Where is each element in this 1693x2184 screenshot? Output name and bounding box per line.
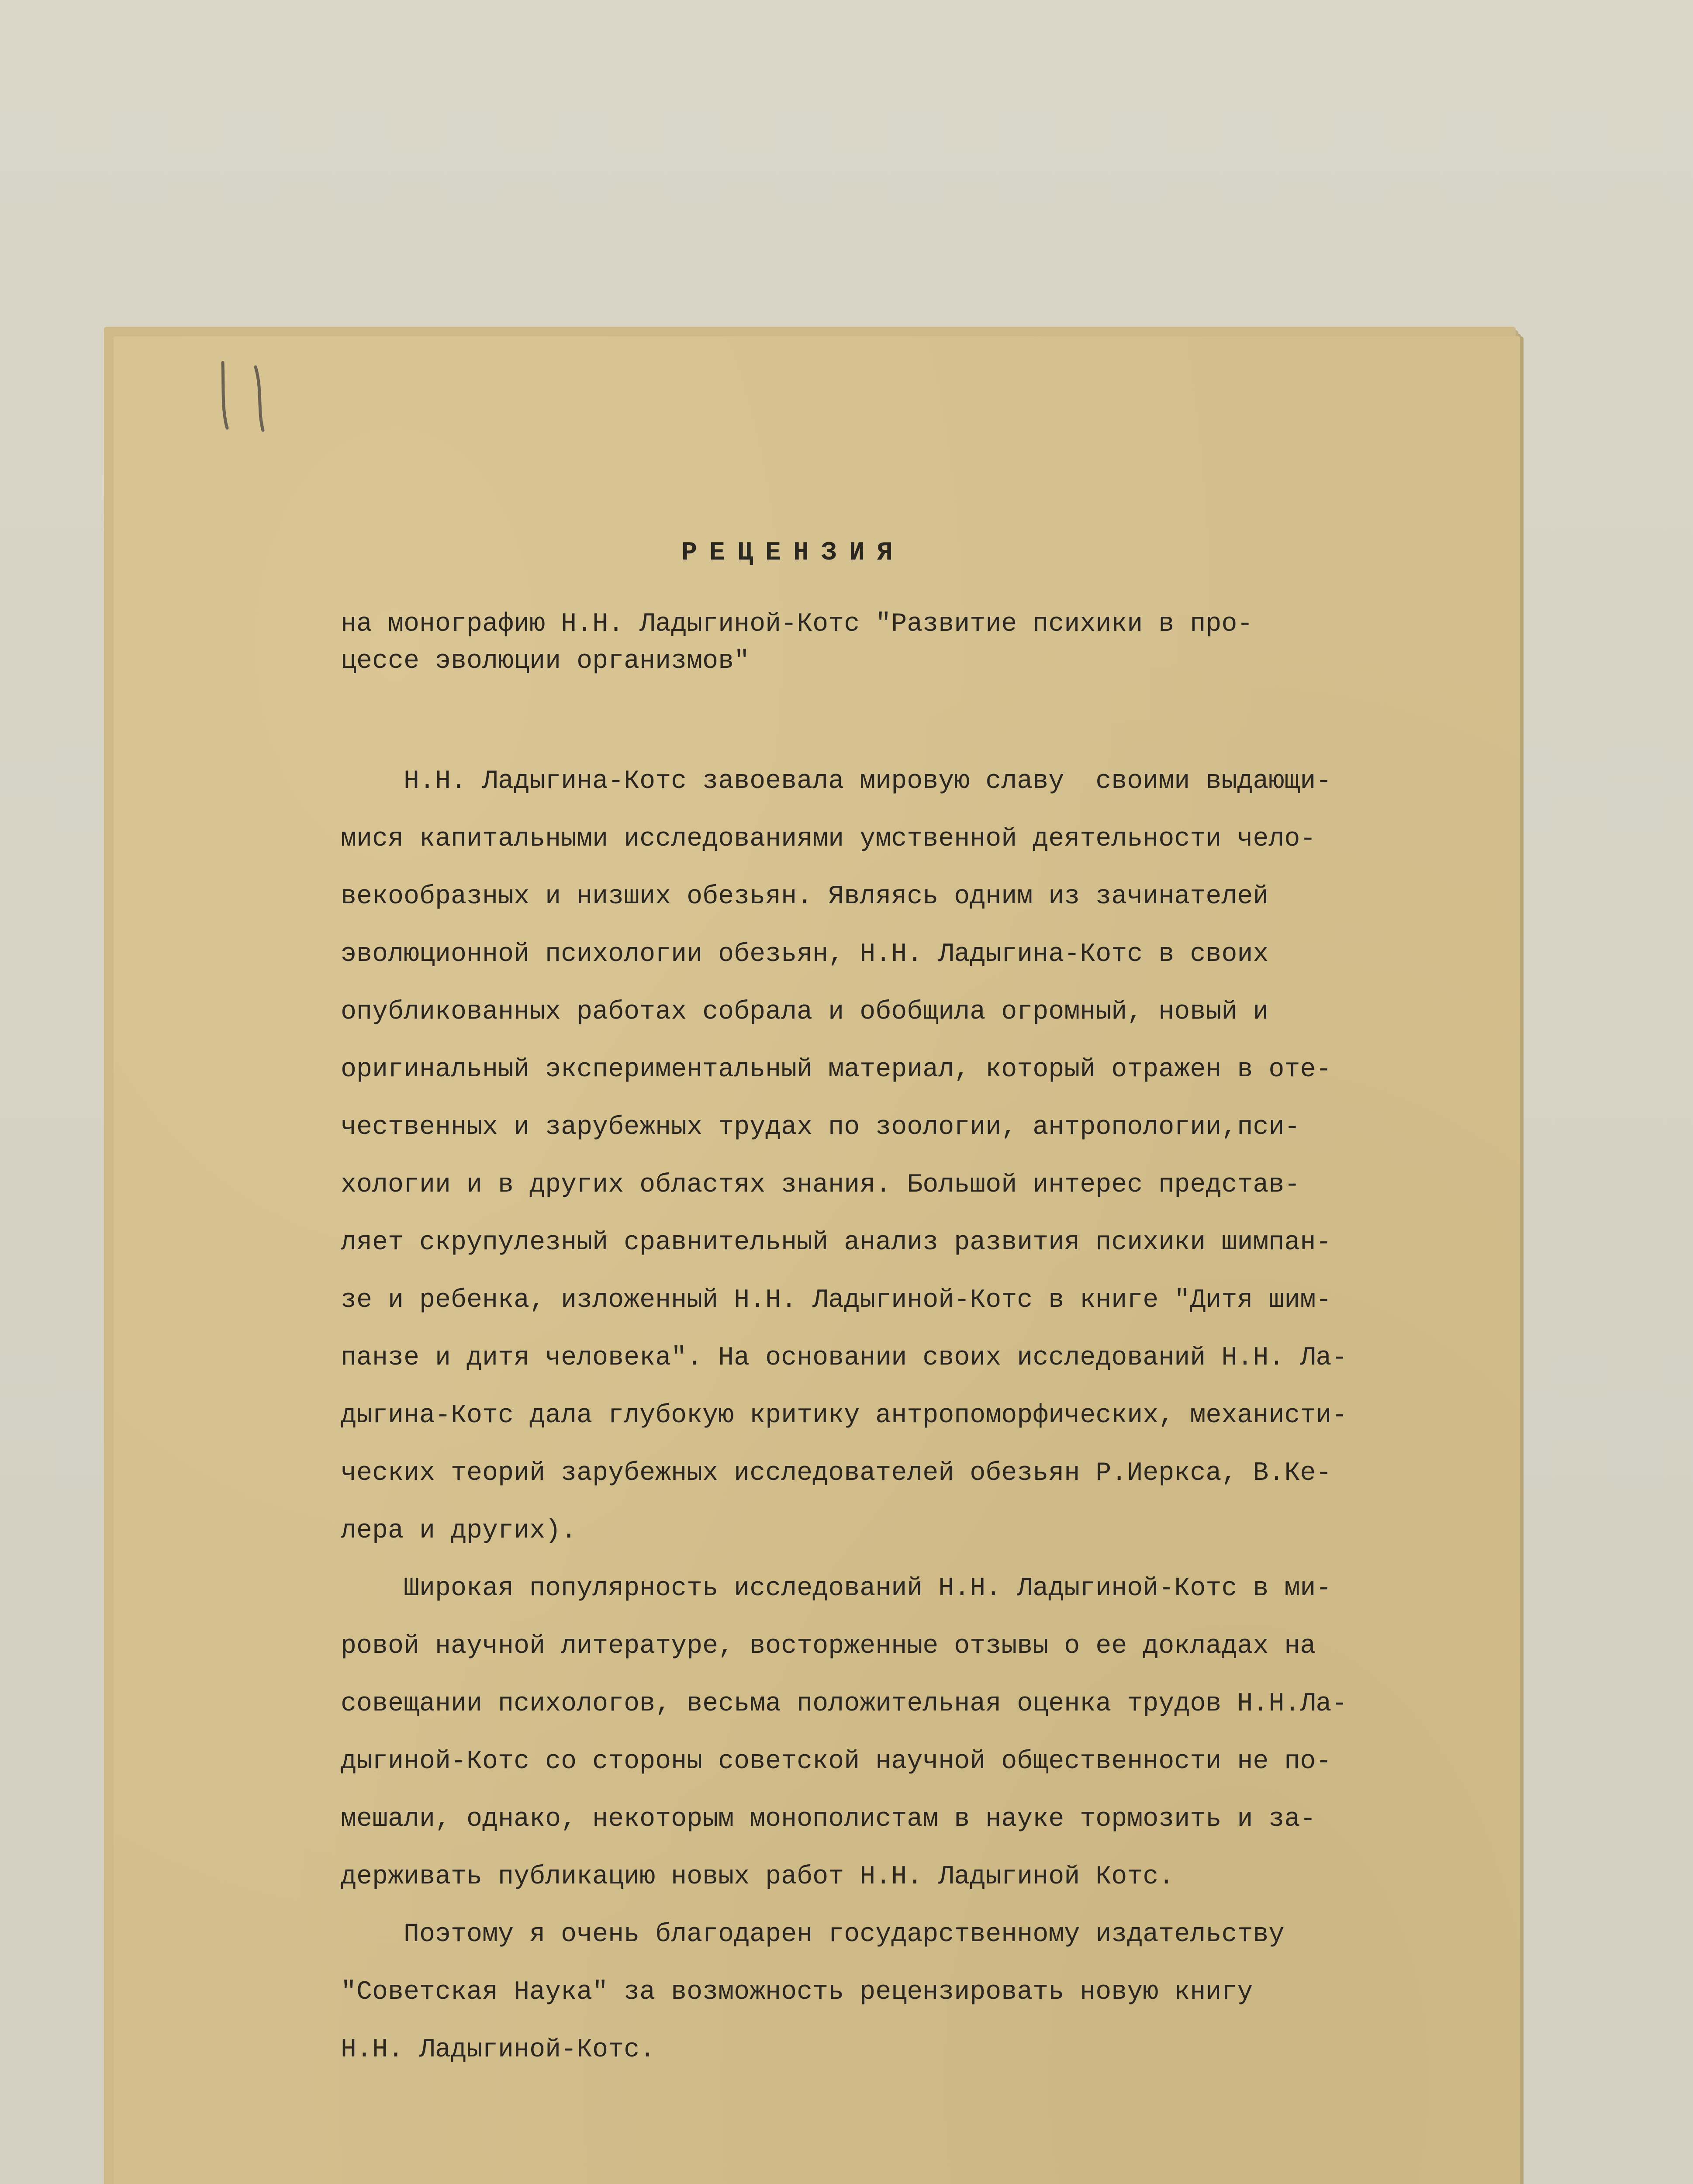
body-line: оригинальный экспериментальный материал, который отражен в оте- <box>341 1055 1332 1085</box>
body-line: Н.Н. Ладыгиной-Котс. <box>341 2035 656 2065</box>
body-line: эволюционной психологии обезьян, Н.Н. Ладыгина-Котс в своих <box>341 940 1269 969</box>
body-line: мешали, однако, некоторым монополистам в науке тормозить и за- <box>341 1804 1316 1834</box>
body-line: чественных и зарубежных трудах по зоологии, антропологии,пси- <box>341 1113 1300 1142</box>
subtitle-line: на монографию Н.Н. Ладыгиной-Котс "Развитие психики в про- <box>341 609 1253 639</box>
body-line: опубликованных работах собрала и обобщила огромный, новый и <box>341 997 1269 1027</box>
body-line: ровой научной литературе, восторженные отзывы о ее докладах на <box>341 1631 1316 1661</box>
body-line: Н.Н. Ладыгина-Котс завоевала мировую славу своими выдающи- <box>341 767 1332 796</box>
body-line: зе и ребенка, изложенный Н.Н. Ладыгиной-Котс в книге "Дитя шим- <box>341 1286 1332 1315</box>
body-line: векообразных и низших обезьян. Являясь одним из зачинателей <box>341 882 1269 912</box>
body-line: дыгина-Котс дала глубокую критику антропоморфических, механисти- <box>341 1401 1347 1431</box>
document-title: РЕЦЕНЗИЯ <box>681 538 905 568</box>
body-line: хологии и в других областях знания. Большой интерес представ- <box>341 1170 1300 1200</box>
body-line: лера и других). <box>341 1516 577 1546</box>
body-line: "Советская Наука" за возможность рецензировать новую книгу <box>341 1977 1253 2007</box>
body-line: дыгиной-Котс со стороны советской научной общественности не по- <box>341 1747 1332 1776</box>
body-line: Широкая популярность исследований Н.Н. Ладыгиной-Котс в ми- <box>341 1574 1332 1603</box>
body-line: Поэтому я очень благодарен государственному издательству <box>341 1920 1285 1949</box>
body-line: ляет скрупулезный сравнительный анализ развития психики шимпан- <box>341 1228 1332 1258</box>
body-line: совещании психологов, весьма положительная оценка трудов Н.Н.Ла- <box>341 1689 1347 1719</box>
body-line: держивать публикацию новых работ Н.Н. Ладыгиной Котс. <box>341 1862 1175 1892</box>
subtitle-line: цессе эволюции организмов" <box>341 646 750 676</box>
body-line: панзе и дитя человека". На основании своих исследований Н.Н. Ла- <box>341 1343 1347 1373</box>
body-line: ческих теорий зарубежных исследователей обезьян Р.Иеркса, В.Ке- <box>341 1458 1332 1488</box>
body-line: мися капитальными исследованиями умственной деятельности чело- <box>341 824 1316 854</box>
